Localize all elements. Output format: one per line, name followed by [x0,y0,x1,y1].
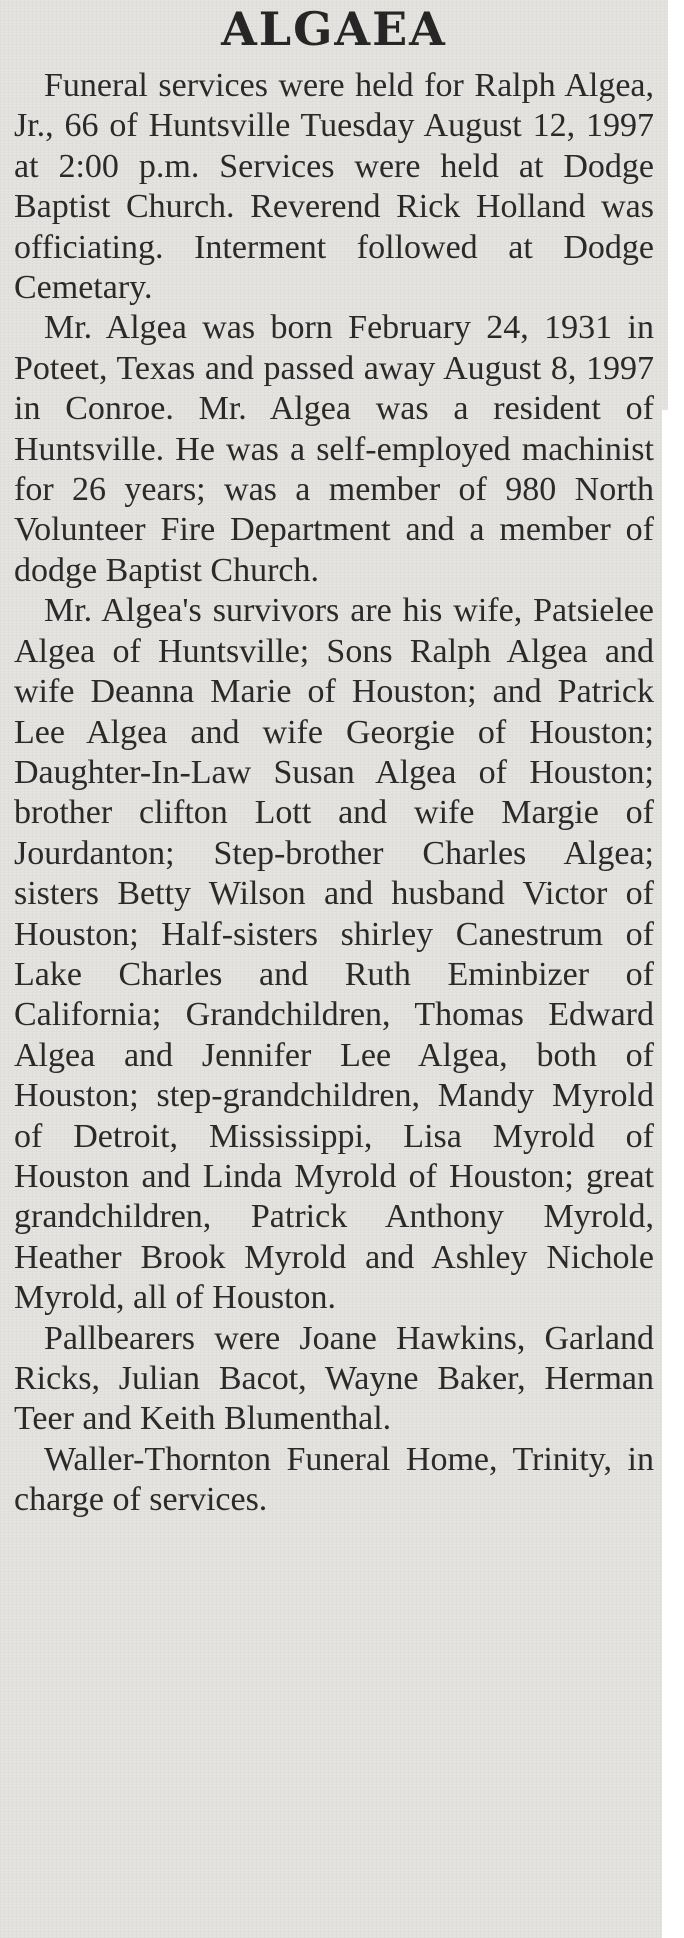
obituary-headline: ALGAEA [221,2,447,56]
obituary-body [14,66,654,1521]
paragraph-biography: Mr. Algea was born February 24, 1931 in Poteet, Texas and passed away August 8, 1997 in Conroe. Mr. Algea was a resident of Huntsville. He was a self-employed machinist for 26 years; was a member of 980 North Volunteer Fire Department and a member of dodge Baptist Church. [14,309,654,589]
paragraph-pallbearers: Pallbearers were Joane Hawkins, Garland Ricks, Julian Bacot, Wayne Baker, Herman Teer and Keith Blumenthal. [14,1319,654,1438]
scan-background-edge-lower [662,410,684,1938]
paragraph-funeral-services: Funeral services were held for Ralph Algea, Jr., 66 of Huntsville Tuesday August 12, 1997 at 2:00 p.m. Services were held at Dodge Baptist Church. Reverend Rick Holland was officiating. Interment followed at Dodge Cemetary. [14,67,654,307]
paragraph-funeral-home: Waller-Thornton Funeral Home, Trinity, in charge of services. [14,1440,654,1519]
paragraph-survivors: Mr. Algea's survivors are his wife, Patsielee Algea of Huntsville; Sons Ralph Algea and wife Deanna Marie of Houston; and Patrick Lee Algea and wife Georgie of Houston; Daughter-In-Law Susan Algea of Houston; brother clifton Lott and wife Margie of Jourdanton; Step-brother Charles Algea; sisters Betty Wilson and husband Victor of Houston; Half-sisters shirley Canestrum of Lake Charles and Ruth Eminbizer of California; Grandchildren, Thomas Edward Algea and Jennifer Lee Algea, both of Houston; step-grandchildren, Mandy Myrold of Detroit, Mississippi, Lisa Myrold of Houston and Linda Myrold of Houston; great grandchildren, Patrick Anthony Myrold, Heather Brook Myrold and Ashley Nichole Myrold, all of Houston. [14,592,654,1317]
